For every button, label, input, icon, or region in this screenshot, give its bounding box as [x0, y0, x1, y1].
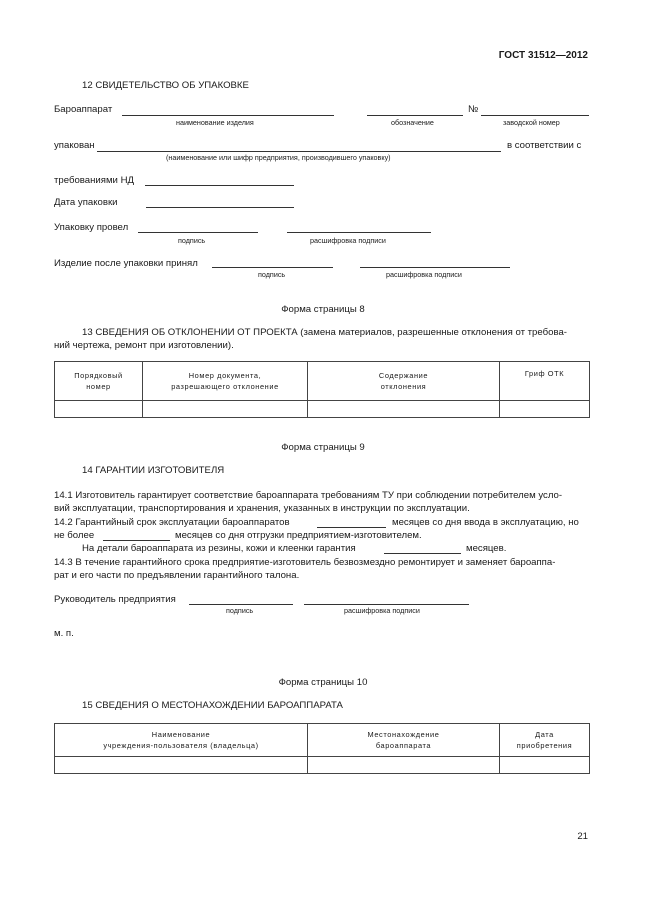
col-header-location: Местонахождение бароаппарата	[308, 724, 500, 757]
rubber-parts-text: На детали бароаппарата из резины, кожи и клеенки гарантия	[82, 543, 356, 554]
col-header-owner: Наименование учреждения-пользователя (владельца)	[55, 724, 308, 757]
section-15-title: 15 СВЕДЕНИЯ О МЕСТОНАХОЖДЕНИИ БАРОАППАРАТА	[82, 700, 343, 711]
section-12-title: 12 СВИДЕТЕЛЬСТВО ОБ УПАКОВКЕ	[82, 80, 249, 91]
clause-14-2-shipping: месяцев со дня отгрузки предприятием-изготовителем.	[175, 530, 422, 541]
acceptor-signature-field[interactable]	[212, 267, 333, 268]
packed-label: упакован	[54, 140, 95, 151]
designation-field[interactable]	[367, 115, 463, 116]
table-row[interactable]	[55, 757, 590, 774]
packer-name-field[interactable]	[287, 232, 431, 233]
col-header-content: Содержание отклонения	[308, 362, 500, 401]
rubber-parts-months-label: месяцев.	[466, 543, 507, 554]
deviations-table	[54, 361, 590, 418]
form-page-9-label: Форма страницы 9	[281, 442, 365, 453]
table-row[interactable]	[55, 401, 590, 418]
col-header-otk: Гриф ОТК	[500, 362, 590, 401]
packer-signature-field[interactable]	[138, 232, 258, 233]
section-13-intro: 13 СВЕДЕНИЯ ОБ ОТКЛОНЕНИИ ОТ ПРОЕКТА (замена материалов, разрешенные отклонения от требова- ний чертежа, ремонт при изготовлении).	[54, 327, 567, 351]
packer-label: Упаковку провел	[54, 222, 129, 233]
pack-date-field[interactable]	[146, 207, 294, 208]
page-number: 21	[577, 831, 588, 842]
accepted-label: Изделие после упаковки принял	[54, 258, 198, 269]
requirements-field[interactable]	[145, 185, 294, 186]
clause-14-3: 14.3 В течение гарантийного срока предприятие-изготовитель безвозмездно ремонтирует и заменяет бароаппа- рат и его части по предъявлении гарантийного талона.	[54, 557, 556, 581]
caption-packer-signature: подпись	[178, 236, 206, 245]
caption-packer-name: расшифровка подписи	[310, 236, 386, 245]
caption-serial: заводской номер	[503, 118, 560, 127]
number-sign: №	[468, 104, 479, 115]
caption-head-signature: подпись	[226, 606, 254, 615]
packer-enterprise-field[interactable]	[97, 151, 501, 152]
caption-designation: обозначение	[391, 118, 434, 127]
form-page-10-label: Форма страницы 10	[278, 677, 368, 688]
pack-date-label: Дата упаковки	[54, 197, 118, 208]
max-months-field[interactable]	[103, 540, 170, 541]
device-name-field[interactable]	[122, 115, 334, 116]
caption-acceptor-name: расшифровка подписи	[386, 270, 462, 279]
head-signature-field[interactable]	[189, 604, 293, 605]
caption-acceptor-signature: подпись	[258, 270, 286, 279]
col-header-ordinal: Порядковый номер	[55, 362, 143, 401]
clause-14-2-end: месяцев со дня ввода в эксплуатацию, но	[392, 517, 579, 528]
caption-head-name: расшифровка подписи	[344, 606, 420, 615]
col-header-document: Номер документа, разрешающего отклонение	[143, 362, 308, 401]
packed-suffix: в соответствии с	[507, 140, 582, 151]
warranty-months-field[interactable]	[317, 527, 386, 528]
col-header-purchase-date: Дата приобретения	[500, 724, 590, 757]
section-14-title: 14 ГАРАНТИИ ИЗГОТОВИТЕЛЯ	[82, 465, 225, 476]
form-page-8-label: Форма страницы 8	[281, 304, 365, 315]
clause-14-1: 14.1 Изготовитель гарантирует соответствие бароаппарата требованиям ТУ при соблюдении потребителем усло- вий эксплуатации, транспортирования и хранения, указанных в инструкции по эксплуатации.	[54, 490, 563, 514]
caption-packer-enterprise: (наименование или шифр предприятия, производившего упаковку)	[166, 153, 391, 162]
caption-device-name: наименование изделия	[176, 118, 254, 127]
clause-14-2-limit: не более	[54, 530, 95, 541]
clause-14-2-start: 14.2 Гарантийный срок эксплуатации бароаппаратов	[54, 517, 290, 528]
requirements-label: требованиями НД	[54, 175, 135, 186]
stamp-place: м. п.	[54, 628, 74, 639]
device-label: Бароаппарат	[54, 104, 113, 115]
location-table	[54, 723, 590, 774]
head-name-field[interactable]	[304, 604, 469, 605]
rubber-parts-months-field[interactable]	[384, 553, 461, 554]
serial-number-field[interactable]	[481, 115, 589, 116]
head-of-enterprise-label: Руководитель предприятия	[54, 594, 176, 605]
doc-code: ГОСТ 31512—2012	[498, 50, 588, 61]
acceptor-name-field[interactable]	[360, 267, 510, 268]
